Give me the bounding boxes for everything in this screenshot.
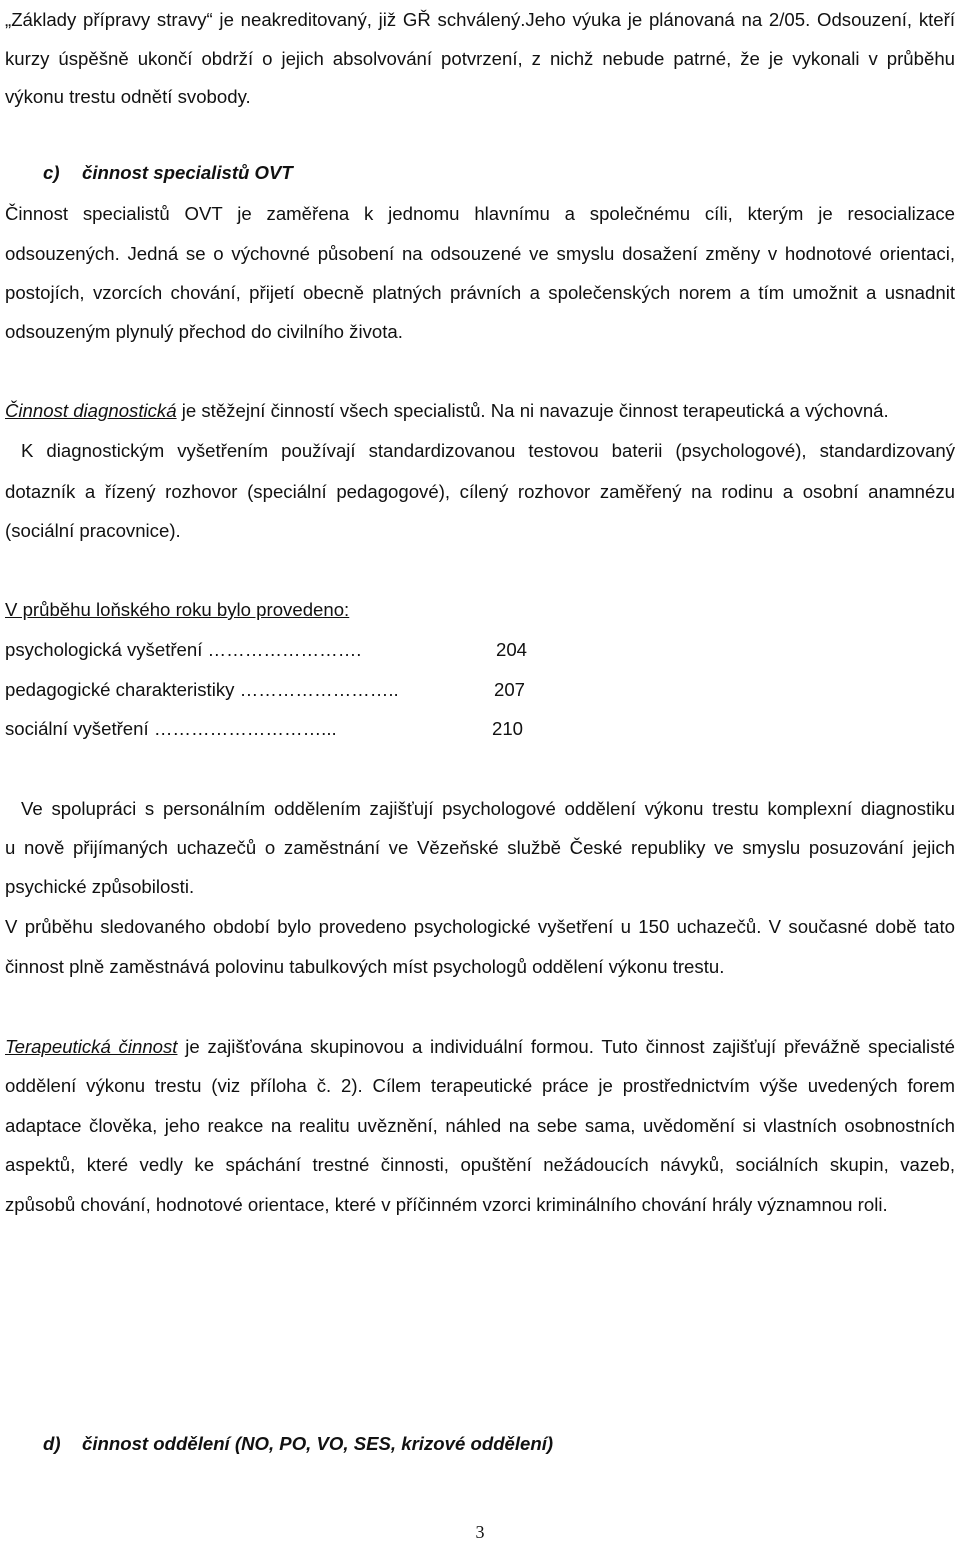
section-c-label: c) [43,162,60,183]
diagnostic-line [5,400,889,422]
paragraph-line: postojích, vzorcích chování, přijetí obecně platných právních a společenských norem a tím umožnit a usnadnit [5,282,955,303]
intro-line-3: výkonu trestu odnětí svobody. [5,86,251,107]
stat-row [5,718,524,740]
stat-row [5,639,528,661]
intro-line-1: „Základy přípravy stravy“ je neakreditovaný, již GŘ schválený.Jeho výuka je plánovaná na 2/05. Odsouzení, kteří [5,9,955,30]
paragraph-line: u nově přijímaných uchazečů o zaměstnání ve Vězeňské službě České republiky ve smyslu posuzování jejich [5,837,955,858]
intro-line-2: kurzy úspěšně ukončí obdrží o jejich absolvování potvrzení, z nichž nebude patrné, že je vykonali v průběhu [5,48,955,69]
paragraph-line: K diagnostickým vyšetřením používají standardizovanou testovou baterii (psychologové), standardizovaný [21,440,955,461]
section-c-title: činnost specialistů OVT [82,162,293,183]
section-d-heading [43,1433,553,1455]
therapeutic-text: je zajišťována skupinovou a individuální formou. Tuto činnost zajišťují převážně specialisté [177,1036,955,1057]
section-d-title: činnost oddělení (NO, PO, VO, SES, krizové oddělení) [82,1433,554,1454]
paragraph-line: oddělení výkonu trestu (viz příloha č. 2). Cílem terapeutické práce je prostřednictvím výše uvedených forem [5,1075,955,1096]
therapeutic-term: Terapeutická činnost [5,1036,178,1057]
paragraph-line: odsouzeným plynulý přechod do civilního života. [5,321,403,342]
stats-heading: V průběhu loňského roku bylo provedeno: [5,599,350,620]
paragraph-line: odsouzených. Jedná se o výchovné působení na odsouzené ve smyslu dosažení změny v hodnotové orientaci, [5,243,955,264]
paragraph-line: způsobů chování, hodnotové orientace, které v příčinném vzorci kriminálního chování hrály významnou roli. [5,1194,888,1215]
page-number: 3 [475,1522,485,1542]
diagnostic-term: Činnost diagnostická [5,400,177,421]
diagnostic-text: je stěžejní činností všech specialistů. Na ni navazuje činnost terapeutická a výchovná. [176,400,889,421]
paragraph-line: adaptace člověka, jeho reakce na realitu uvěznění, náhled na sebe sama, uvědomění si vlastních osobnostních [5,1115,955,1136]
paragraph-line: V průběhu sledovaného období bylo provedeno psychologické vyšetření u 150 uchazečů. V současné době tato [5,916,955,937]
stat-name: sociální vyšetření ………………………... [5,718,337,739]
paragraph-line: dotazník a řízený rozhovor (speciální pedagogové), cílený rozhovor zaměřený na rodinu a osobní anamnézu [5,481,955,502]
stat-row [5,679,526,701]
paragraph-line: Ve spolupráci s personálním oddělením zajišťují psychologové oddělení výkonu trestu komplexní diagnostiku [21,798,955,819]
paragraph-line: psychické způsobilosti. [5,876,195,897]
paragraph-line: aspektů, které vedly ke spáchání trestné činnosti, opuštění nežádoucích návyků, sociálních skupin, vazeb, [5,1154,955,1175]
paragraph-line: Činnost specialistů OVT je zaměřena k jednomu hlavnímu a společnému cíli, kterým je resocializace [5,203,955,224]
stat-name: psychologická vyšetření ……………………. [5,639,362,660]
therapeutic-line [5,1036,955,1058]
stat-value: 204 [496,639,528,660]
paragraph-line: (sociální pracovnice). [5,520,181,541]
stat-name: pedagogické charakteristiky …………………….. [5,679,399,700]
stat-value: 207 [494,679,526,700]
section-c-heading [43,162,293,184]
paragraph-line: činnost plně zaměstnává polovinu tabulkových míst psychologů oddělení výkonu trestu. [5,956,725,977]
section-d-label: d) [43,1433,61,1454]
stat-value: 210 [492,718,524,739]
